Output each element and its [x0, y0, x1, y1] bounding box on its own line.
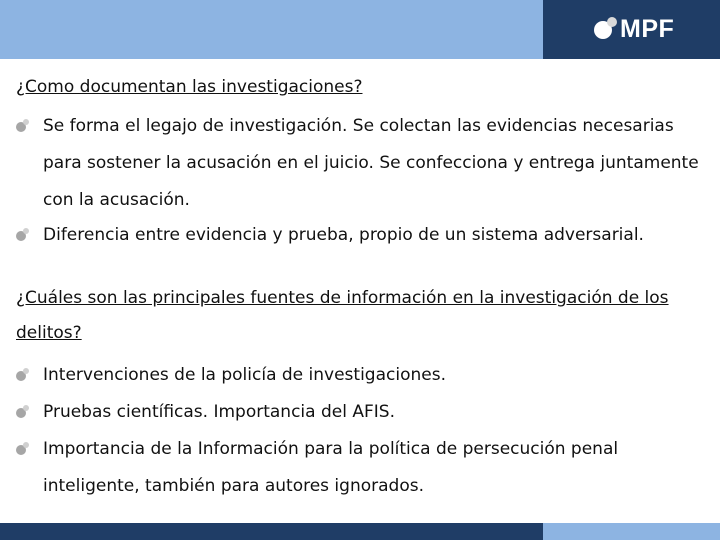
section-2-title: ¿Cuáles son las principales fuentes de información en la investigación de los delitos? [16, 288, 669, 343]
mpf-logo-icon [594, 17, 618, 41]
logo-text: MPF [620, 14, 675, 43]
footer-band-light [543, 523, 720, 540]
section-1-list [16, 108, 706, 254]
circle-bullet-icon [16, 368, 29, 381]
list-item [16, 217, 706, 254]
circle-bullet-icon [16, 119, 29, 132]
section-1-title: ¿Como documentan las investigaciones? [16, 77, 363, 97]
circle-bullet-icon [16, 442, 29, 455]
list-item [16, 431, 706, 505]
list-item [16, 108, 706, 219]
list-item-text: Intervenciones de la policía de investigaciones. [43, 365, 446, 385]
list-item-text: Diferencia entre evidencia y prueba, propio de un sistema adversarial. [43, 225, 644, 245]
list-item [16, 394, 706, 431]
list-item-text: Importancia de la Información para la política de persecución penal inteligente, también para autores ignorados. [43, 439, 619, 496]
mpf-logo [594, 14, 674, 44]
header-band-light [0, 0, 543, 59]
section-2-list [16, 357, 706, 505]
circle-bullet-icon [16, 228, 29, 241]
footer-band-dark [0, 523, 543, 540]
list-item-text: Pruebas científicas. Importancia del AFIS. [43, 402, 395, 422]
list-item [16, 357, 706, 394]
list-item-text: Se forma el legajo de investigación. Se colectan las evidencias necesarias para sostener la acusación en el juicio. Se confecciona y entrega juntamente con la acusación. [43, 116, 699, 210]
circle-bullet-icon [16, 405, 29, 418]
